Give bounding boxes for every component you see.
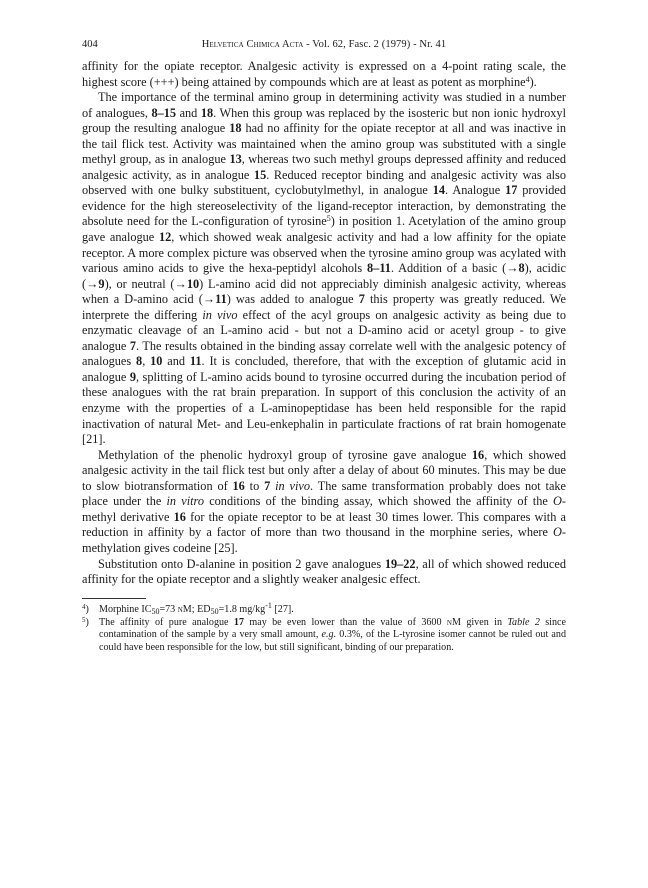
bold-compound-number: 9 [129,369,137,384]
bold-compound-number: 8 [136,354,143,369]
bold-compound-number: 10 [186,276,200,291]
journal-volume-info: - Vol. 62, Fasc. 2 (1979) - Nr. 41 [303,39,447,50]
subscript: 50 [210,606,219,616]
footnote-divider [82,598,146,599]
footnote-text: The affinity of pure analogue 17 may be even lower than the value of 3600 nM given in Table 2 since contamination of the sample by a very small amount, e.g. 0.3%, of the L-tyrosine isomer cannot be ruled out and could have been responsible for the low, but still significant, binding of our preparation. [99,617,566,653]
italic-text: Table 2 [507,617,540,628]
small-caps-text: L [392,629,400,641]
bold-compound-number: 7 [129,338,137,353]
paragraph-1: affinity for the opiate receptor. Analgesic activity is expressed on a 4-point rating scale, the highest score (+++) being attained by compounds which are at least as potent as morphine$^4$). [82,59,566,89]
footnote-5 [82,617,566,654]
superscript: -1 [265,600,272,610]
bold-compound-number: 8–15 [151,105,177,120]
bold-compound-number: 12 [158,230,172,245]
page-number: 404 [82,39,98,50]
bold-compound-number: 18 [229,121,242,136]
small-caps-text: L [200,369,208,384]
footnote-4 [82,600,566,616]
paragraph-3: Methylation of the phenolic hydroxyl group of tyrosine gave analogue 16, which showed analgesic activity in the tail flick test but only after a delay of about 60 minutes. This may be due to slow biotransformation of 16 to 7 in vivo. The same transformation probably does not take place under the in vitro conditions of the binding assay, which showed the affinity of the O-methyl derivative 16 for the opiate receptor to be at least 30 times lower. This compares with a reduction in affinity by a factor of more than two thousand in the morphine series, where O-methylation gives codeine [25]. [82,447,567,555]
bold-compound-number: 7 [264,478,271,493]
superscript: 5 [326,214,331,224]
small-caps-text: D [186,556,196,571]
italic-text: in vivo [202,307,238,322]
small-caps-text: L [191,214,199,229]
italic-text: O [553,494,562,509]
italic-text: O [553,525,562,540]
bold-compound-number: 17 [505,183,518,198]
paragraph-2: The importance of the terminal amino group in determining activity was studied in a number of analogues, 8–15 and 18. When this group was replaced by the isosteric but non ionic hydroxyl group the resulting analogue 18 had no affinity for the opiate receptor at all and was inactive in the tail flick test. Activity was maintained when the amino group was substituted with a single methyl group, as in analogue 13, whereas two such methyl groups depressed affinity and reduced analgesic activity, as in analogue 15. Reduced receptor binding and analgesic activity was also observed with one bulky substituent, cyclobutylmethyl, in analogue 14. Analogue 17 provided evidence for the high stereoselectivity of the ligand-receptor interaction, by demonstrating the absolute need for the L-configuration of tyrosine$^5$) in position 1. Acetylation of the amino group gave analogue 12, which showed weak analgesic activity and had a low affinity for the opiate receptor. A more complex picture was observed when the tyrosine amino group was acylated with various amino acids to give the hexa-peptidyl alcohols 8–11. Addition of a basic (→8), acidic (→9), or neutral (→10) L-amino acid did not appreciably diminish analgesic activity, whereas when a D-amino acid (→11) was added to analogue 7 this property was greatly reduced. We interprete the differing in vivo effect of the acyl groups on analgesic activity as being due to enzymatic cleavage of an L-amino acid - but not a D-amino acid or acetyl group - to give analogue 7. The results obtained in the binding assay correlate well with the analgesic potency of analogues 8, 10 and 11. It is concluded, therefore, that with the exception of glutamic acid in analogue 9, splitting of L-amino acids bound to tyrosine occurred during the incubation period of these analogues with the rat brain preparation. In support of this conclusion the activity of an enzyme with the properties of a L-aminopeptidase has been held responsible for the rapid inactivation of natural Met- and Leu-enkephalin in particulate fractions of rat brain homogenate [21]. [82,90,567,447]
small-caps-text: L [208,276,216,291]
bold-compound-number: 16 [173,509,186,524]
bold-compound-number: 8–11 [367,261,391,276]
bold-compound-number: 16 [232,478,245,493]
small-caps-text: nM [177,603,192,615]
footnote-mark: $^5$) [82,616,89,628]
italic-text: e.g. [321,629,337,641]
italic-text: in vivo [275,478,311,493]
bold-compound-number: 13 [229,152,242,167]
journal-page [82,38,566,655]
bold-compound-number: 7 [358,292,365,307]
journal-name: Helvetica Chimica Acta [201,39,304,50]
bold-compound-number: 11 [215,292,227,307]
bold-compound-number: 9 [98,276,105,291]
bold-compound-number: 10 [150,354,163,369]
small-caps-text: L [220,323,228,338]
running-header [82,38,566,51]
bold-compound-number: 14 [432,183,446,198]
bold-compound-number: 16 [471,447,485,462]
subscript: 50 [151,606,160,616]
small-caps-text: L [260,401,269,416]
small-caps-text: D [124,292,134,307]
footnote-text: Morphine $IC_{50}=73$ nM; $ED_{50}=1.8$ $mg/kg^{-1}$ [27]. [99,600,294,616]
superscript: 4 [525,74,530,84]
bold-compound-number: 17 [233,617,244,628]
small-caps-text: nM [446,617,461,628]
running-title [122,38,566,51]
italic-text: in vitro [166,494,205,509]
bold-compound-number: 19–22 [384,556,416,571]
paragraph-4: Substitution onto D-alanine in position 2 gave analogues 19–22, all of which showed reduced affinity for the opiate receptor and a slightly weaker analgesic effect. [82,556,566,587]
bold-compound-number: 11 [189,354,202,369]
bold-compound-number: 8 [518,261,525,276]
footnote-mark: $^4$) [82,602,89,615]
bold-compound-number: 18 [200,105,214,120]
bold-compound-number: 15 [253,167,267,182]
small-caps-text: D [358,323,368,338]
